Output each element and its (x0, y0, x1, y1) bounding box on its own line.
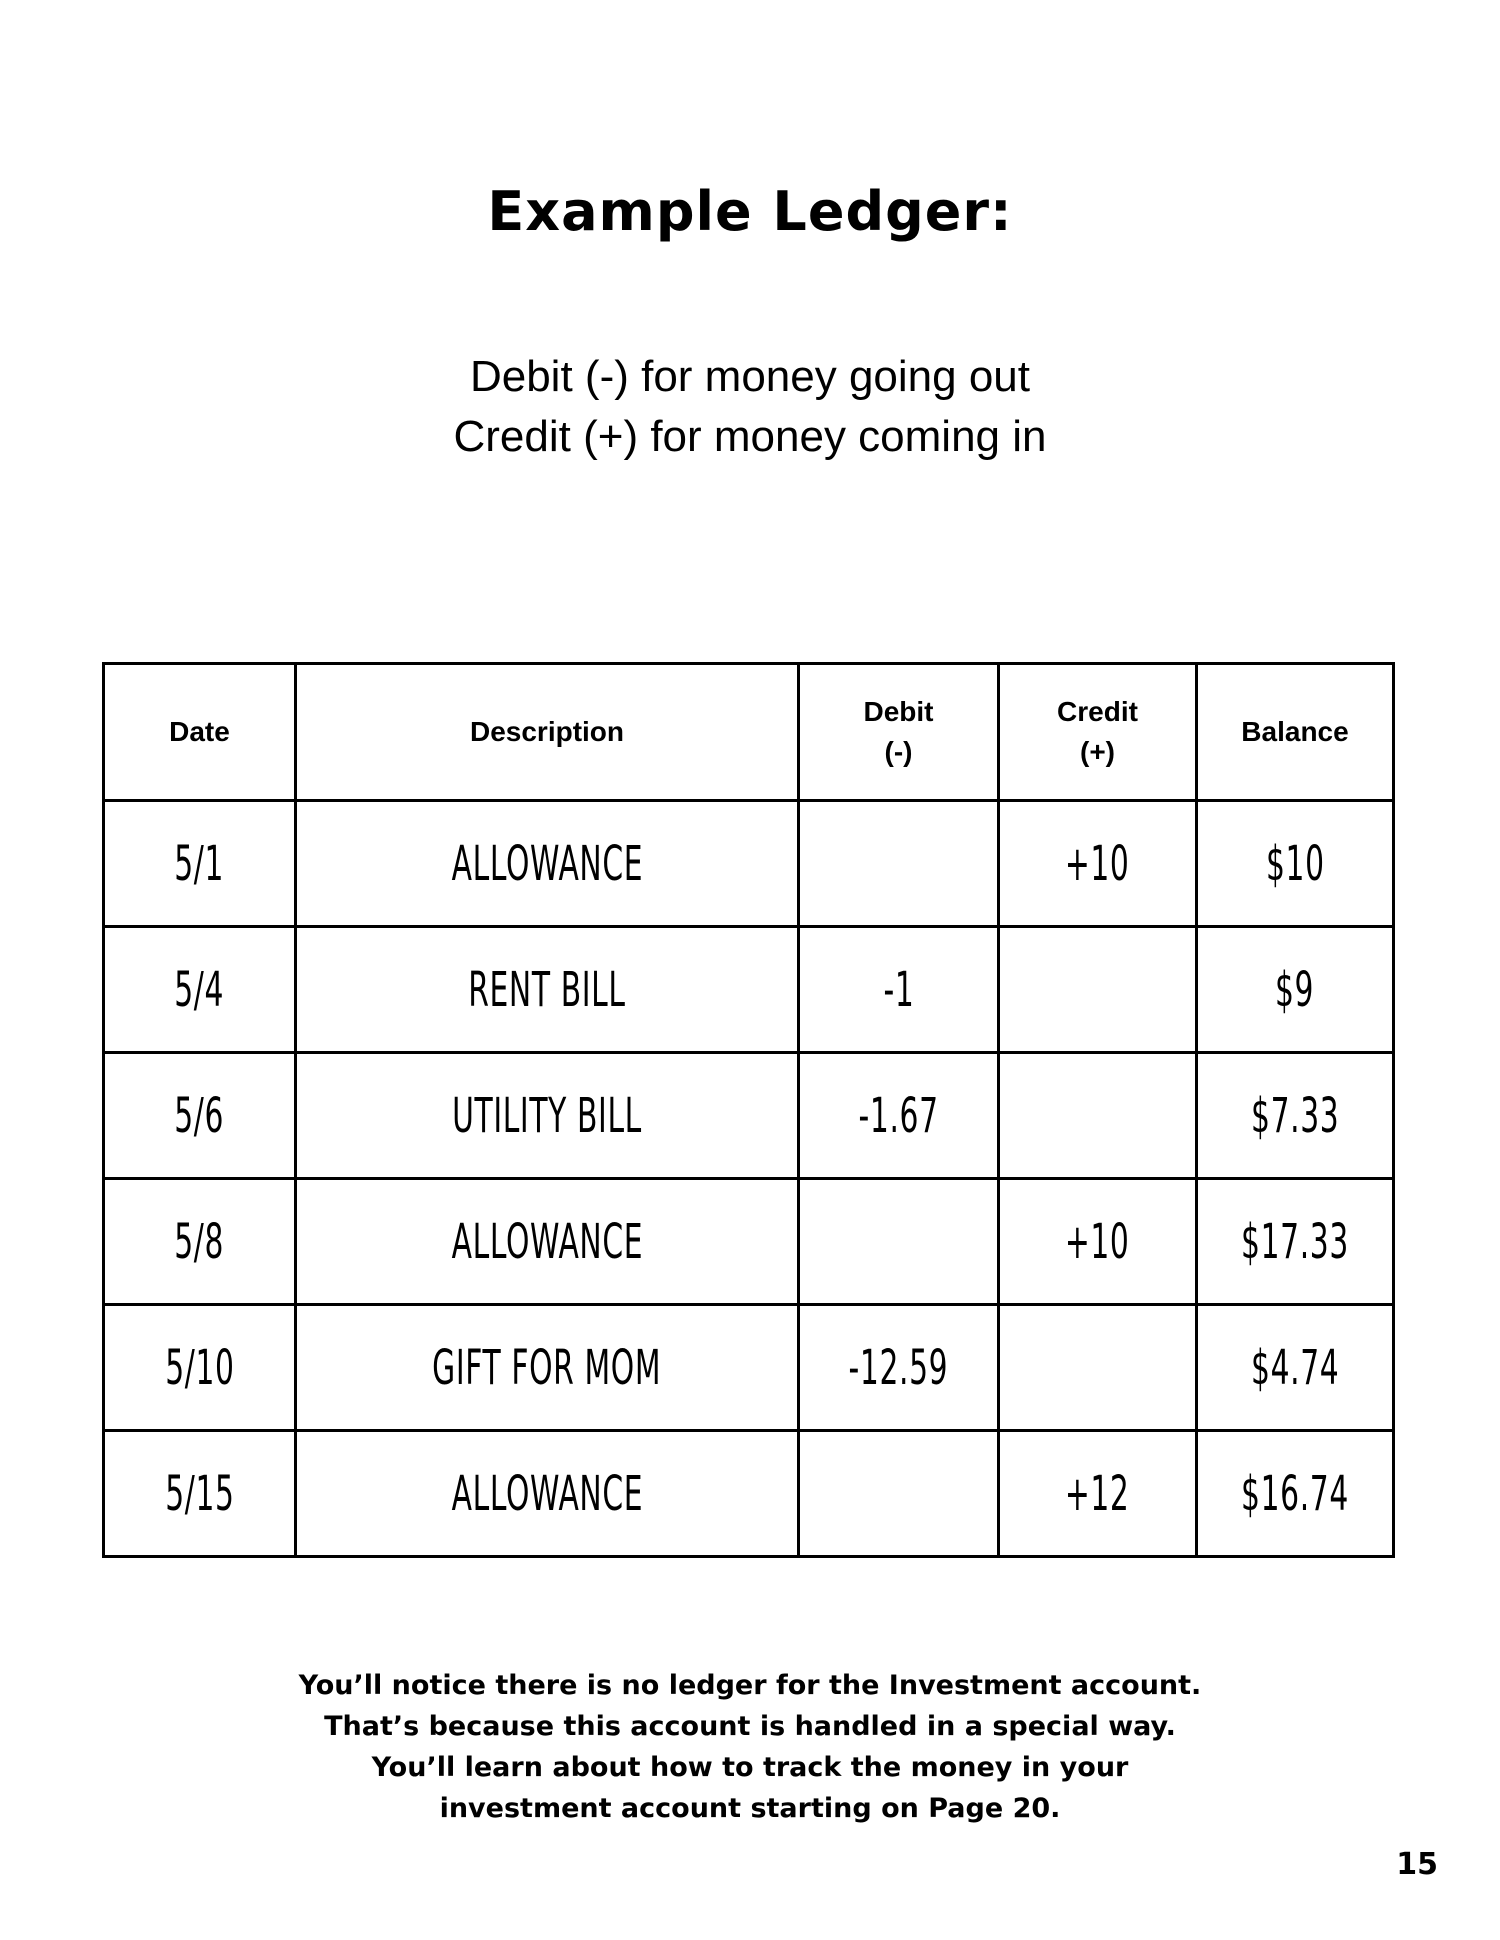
cell-date: 5/6 (104, 1053, 296, 1179)
cell-debit (799, 1431, 999, 1557)
cell-credit (999, 1305, 1197, 1431)
cell-credit (999, 1053, 1197, 1179)
cell-date: 5/4 (104, 927, 296, 1053)
ledger-header-row (104, 664, 1394, 801)
cell-debit: -1 (799, 927, 999, 1053)
header-credit-label: Credit (1057, 696, 1138, 727)
cell-credit: +10 (999, 1179, 1197, 1305)
cell-credit: +12 (999, 1431, 1197, 1557)
footer-line-3: You’ll learn about how to track the money in your (371, 1752, 1129, 1783)
subtitle-credit: Credit (+) for money coming in (453, 412, 1047, 461)
cell-debit (799, 1179, 999, 1305)
cell-debit: -1.67 (799, 1053, 999, 1179)
header-credit-sign: (+) (1080, 736, 1115, 767)
subtitle-debit: Debit (-) for money going out (469, 352, 1031, 401)
cell-balance: $17.33 (1197, 1179, 1394, 1305)
header-debit-label: Debit (863, 696, 934, 727)
header-credit (999, 664, 1197, 801)
page-number: 15 (1396, 1847, 1438, 1882)
header-balance: Balance (1197, 664, 1394, 801)
header-description: Description (296, 664, 799, 801)
cell-balance: $16.74 (1197, 1431, 1394, 1557)
footer-line-4: investment account starting on Page 20. (439, 1793, 1061, 1824)
cell-balance: $7.33 (1197, 1053, 1394, 1179)
cell-debit: -12.59 (799, 1305, 999, 1431)
cell-description: ALLOWANCE (296, 1431, 799, 1557)
header-debit-sign: (-) (884, 736, 913, 767)
page-title: Example Ledger: (487, 180, 1013, 243)
footer-note (0, 1665, 1500, 1829)
cell-date: 5/10 (104, 1305, 296, 1431)
cell-date: 5/1 (104, 801, 296, 927)
cell-credit: +10 (999, 801, 1197, 927)
table-row (104, 1305, 1394, 1431)
table-row (104, 1179, 1394, 1305)
cell-description: UTILITY BILL (296, 1053, 799, 1179)
footer-line-2: That’s because this account is handled in a special way. (324, 1711, 1176, 1742)
cell-credit (999, 927, 1197, 1053)
cell-balance: $10 (1197, 801, 1394, 927)
cell-description: GIFT FOR MOM (296, 1305, 799, 1431)
cell-balance: $4.74 (1197, 1305, 1394, 1431)
cell-debit (799, 801, 999, 927)
cell-description: ALLOWANCE (296, 801, 799, 927)
cell-description: ALLOWANCE (296, 1179, 799, 1305)
cell-balance: $9 (1197, 927, 1394, 1053)
table-row (104, 927, 1394, 1053)
cell-date: 5/8 (104, 1179, 296, 1305)
cell-date: 5/15 (104, 1431, 296, 1557)
header-date: Date (104, 664, 296, 801)
table-row (104, 1431, 1394, 1557)
cell-description: RENT BILL (296, 927, 799, 1053)
table-row (104, 1053, 1394, 1179)
table-row (104, 801, 1394, 927)
ledger-table (102, 662, 1395, 1558)
header-debit (799, 664, 999, 801)
footer-line-1: You’ll notice there is no ledger for the Investment account. (298, 1670, 1202, 1701)
